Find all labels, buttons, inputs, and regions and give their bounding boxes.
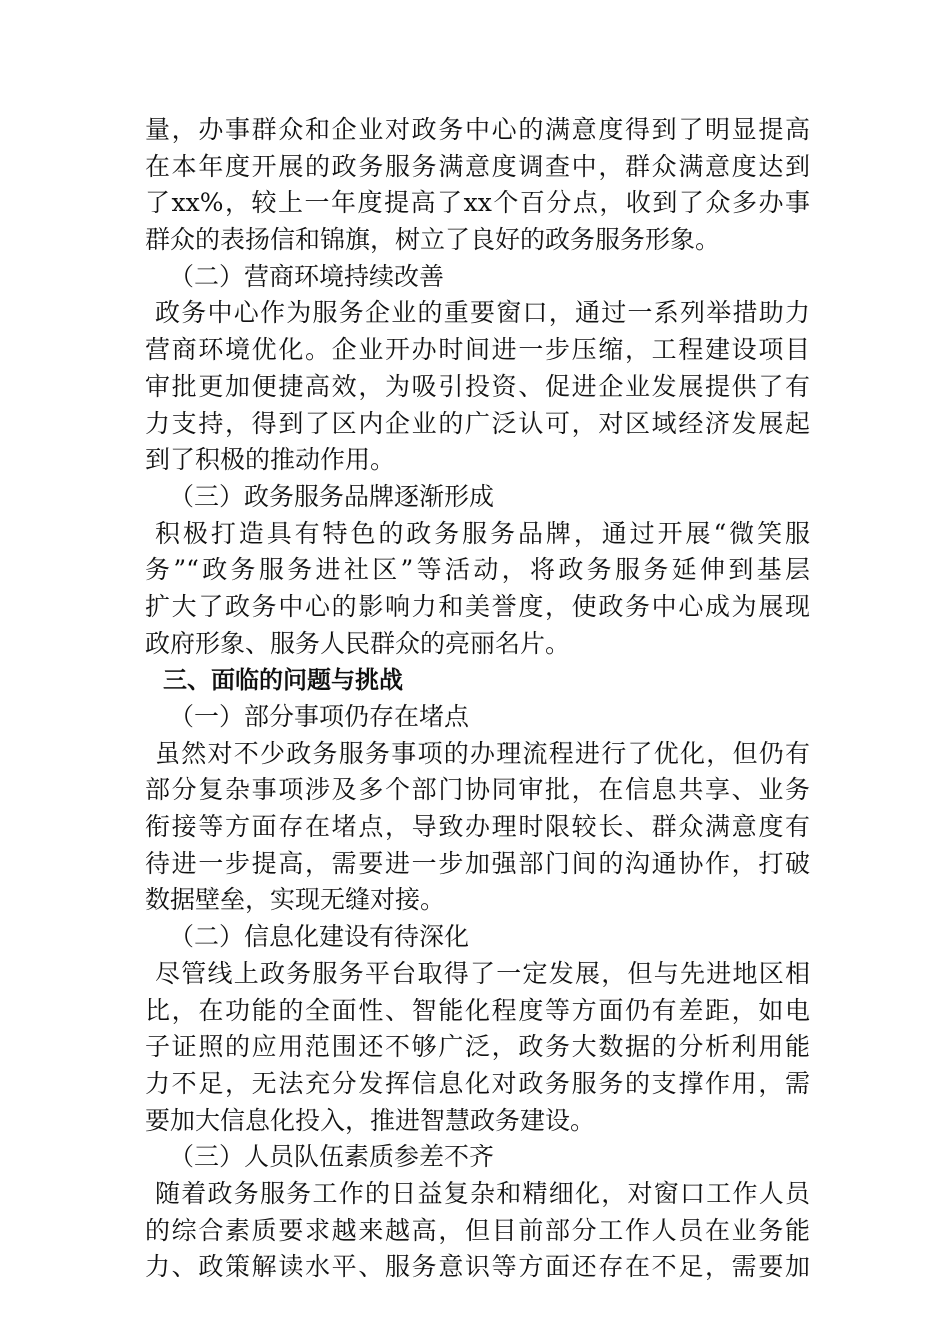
document-page — [145, 112, 810, 1286]
paragraph-line: 审批更加便捷高效，为吸引投资、促进企业发展提供了有 — [145, 371, 810, 401]
paragraph-line: 力不足，无法充分发挥信息化对政务服务的支撑作用，需 — [145, 1068, 810, 1098]
subheading: （三）人员队伍素质参差不齐 — [169, 1142, 495, 1172]
paragraph-line: 力、政策解读水平、服务意识等方面还存在不足，需要加 — [145, 1252, 810, 1282]
paragraph-line: 待进一步提高，需要进一步加强部门间的沟通协作，打破 — [145, 848, 810, 878]
paragraph-line: 力支持，得到了区内企业的广泛认可，对区域经济发展起 — [145, 408, 810, 438]
subheading: （二）营商环境持续改善 — [169, 261, 445, 291]
paragraph-line: 量，办事群众和企业对政务中心的满意度得到了明显提高 — [145, 115, 810, 144]
paragraph-line: 政府形象、服务人民群众的亮丽名片。 — [145, 628, 571, 658]
paragraph-line: 扩大了政务中心的影响力和美誉度，使政务中心成为展现 — [145, 591, 810, 621]
paragraph-line: 比，在功能的全面性、智能化程度等方面仍有差距，如电 — [145, 995, 810, 1025]
subheading: （二）信息化建设有待深化 — [169, 922, 470, 952]
paragraph-line: 了xx%，较上一年度提高了xx个百分点，收到了众多办事 — [145, 188, 810, 218]
subheading: （一）部分事项仍存在堵点 — [169, 702, 470, 731]
paragraph-line: 务”“政务服务进社区”等活动，将政务服务延伸到基层 — [145, 555, 810, 585]
paragraph-line: 数据壁垒，实现无缝对接。 — [145, 885, 446, 915]
paragraph-line: 随着政务服务工作的日益复杂和精细化，对窗口工作人员 — [155, 1178, 810, 1208]
paragraph-line: 在本年度开展的政务服务满意度调查中，群众满意度达到 — [145, 151, 810, 181]
paragraph-line: 虽然对不少政务服务事项的办理流程进行了优化，但仍有 — [155, 738, 810, 768]
paragraph-line: 要加大信息化投入，推进智慧政务建设。 — [145, 1105, 596, 1135]
paragraph-line: 子证照的应用范围还不够广泛，政务大数据的分析利用能 — [145, 1032, 810, 1062]
paragraph-line: 部分复杂事项涉及多个部门协同审批，在信息共享、业务 — [145, 775, 810, 805]
paragraph-line: 营商环境优化。企业开办时间进一步压缩，工程建设项目 — [145, 335, 810, 365]
paragraph-line: 尽管线上政务服务平台取得了一定发展，但与先进地区相 — [155, 958, 810, 988]
paragraph-line: 群众的表扬信和锦旗，树立了良好的政务服务形象。 — [145, 225, 721, 255]
paragraph-line: 积极打造具有特色的政务服务品牌，通过开展“微笑服 — [155, 518, 810, 548]
paragraph-line: 衔接等方面存在堵点，导致办理时限较长、群众满意度有 — [145, 812, 810, 842]
paragraph-line: 到了积极的推动作用。 — [145, 445, 396, 475]
paragraph-line: 政务中心作为服务企业的重要窗口，通过一系列举措助力 — [155, 298, 810, 328]
subheading: （三）政务服务品牌逐渐形成 — [169, 481, 495, 511]
section-heading: 三、面临的问题与挑战 — [163, 666, 403, 695]
paragraph-line: 的综合素质要求越来越高，但目前部分工作人员在业务能 — [145, 1215, 810, 1245]
